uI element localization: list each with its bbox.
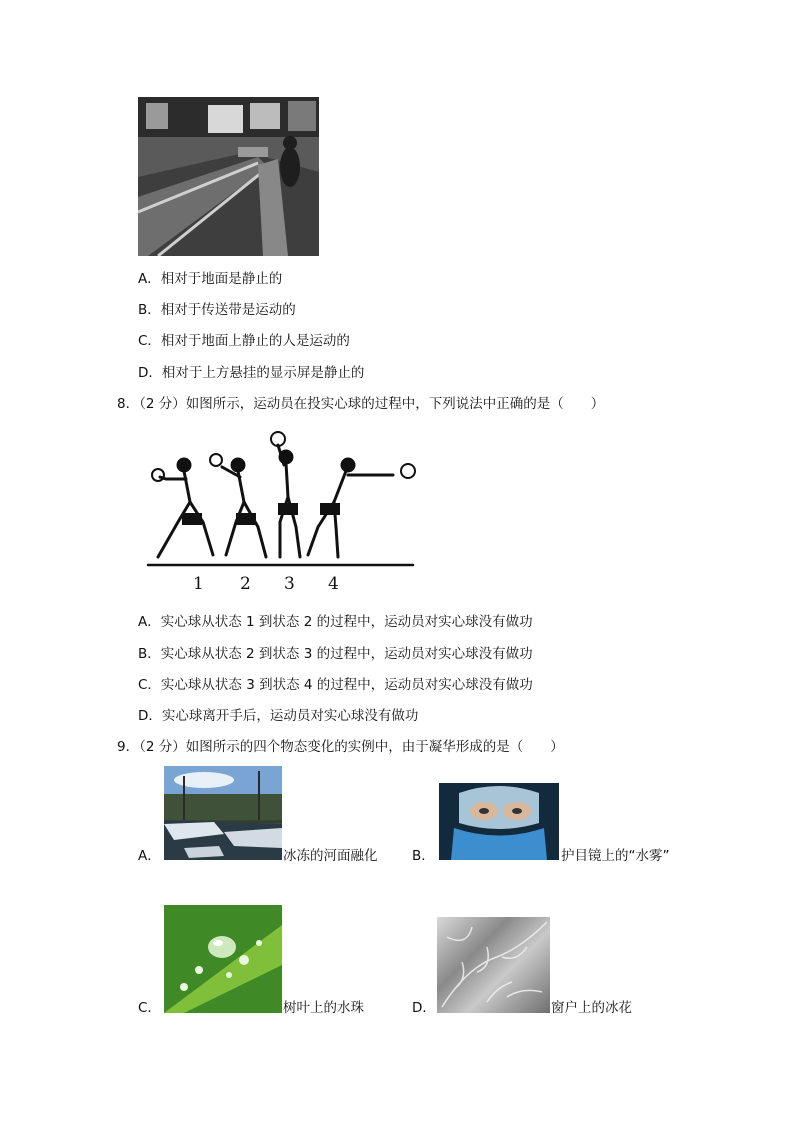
state-label-2: 2 [240,574,251,593]
frozen-river-photo [164,766,282,860]
q9-option-c-caption: 树叶上的水珠 [283,1000,364,1016]
q9-option-a-caption: 冰冻的河面融化 [283,848,378,864]
q8-option-c: C．实心球从状态 3 到状态 4 的过程中，运动员对实心球没有做功 [138,677,533,693]
q9-option-d-letter: D． [412,1000,436,1016]
state-label-3: 3 [284,574,295,593]
q9-option-b-caption: 护目镜上的“水雾” [561,848,670,864]
state-label-1: 1 [193,574,204,593]
q8-option-d: D．实心球离开手后，运动员对实心球没有做功 [138,708,419,724]
q9-option-d-caption: 窗户上的冰花 [551,1000,632,1016]
q9-stem: 9．（2 分）如图所示的四个物态变化的实例中，由于凝华形成的是（ ） [117,739,564,755]
q7-option-b: B．相对于传送带是运动的 [138,302,296,318]
q8-option-b: B．实心球从状态 2 到状态 3 的过程中，运动员对实心球没有做功 [138,646,533,662]
leaf-water-drops-photo [164,905,282,1013]
q8-option-a: A．实心球从状态 1 到状态 2 的过程中，运动员对实心球没有做功 [138,614,533,630]
q9-option-a-letter: A． [138,848,161,864]
shot-put-figure [138,427,421,593]
window-frost-photo [437,917,550,1013]
q9-option-b-letter: B． [412,848,435,864]
q9-option-c-letter: C． [138,1000,161,1016]
q7-option-c: C．相对于地面上静止的人是运动的 [138,333,350,349]
q8-stem: 8．（2 分）如图所示，运动员在投实心球的过程中，下列说法中正确的是（ ） [117,396,605,412]
goggles-fog-photo [439,783,559,860]
state-label-4: 4 [328,574,339,593]
q7-option-a: A．相对于地面是静止的 [138,271,283,287]
escalator-photo [138,97,319,256]
q7-option-d: D．相对于上方悬挂的显示屏是静止的 [138,365,365,381]
